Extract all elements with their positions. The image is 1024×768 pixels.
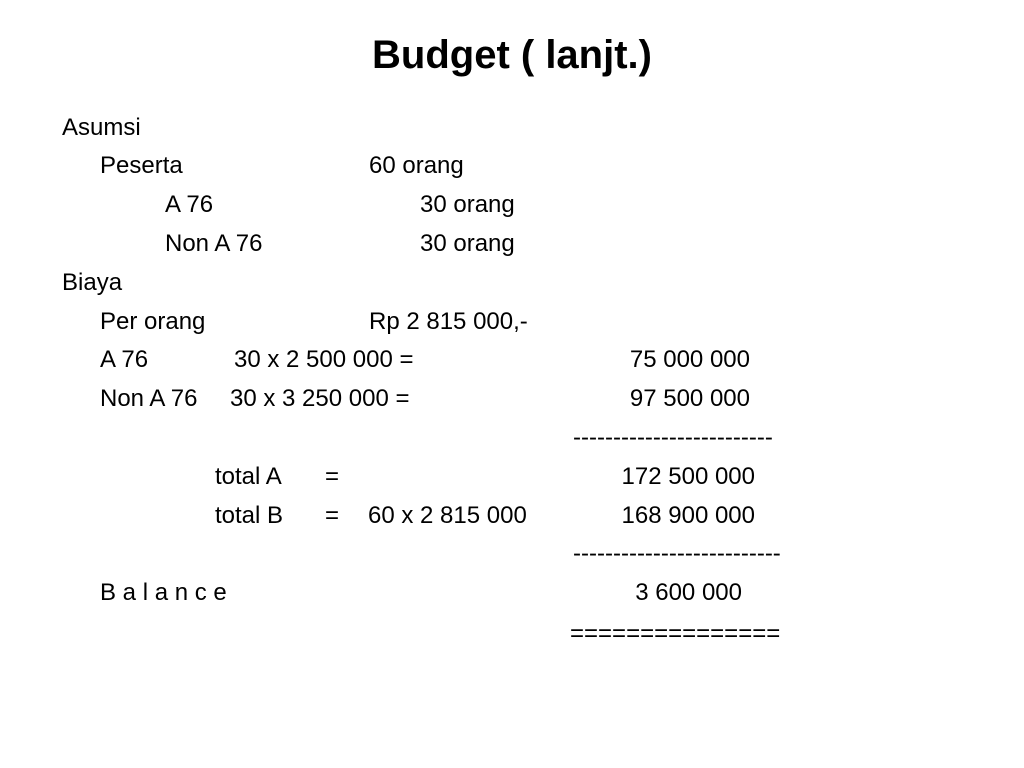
asumsi-heading: Asumsi (62, 114, 141, 141)
a76-biaya-label: A 76 (100, 346, 149, 373)
peserta-value: 60 orang (369, 152, 464, 179)
non-a76-biaya-formula: 30 x 3 250 000 = (230, 385, 410, 412)
biaya-heading: Biaya (62, 269, 123, 296)
non-a76-peserta-value: 30 orang (420, 230, 515, 257)
balance-amount: 3 600 000 (635, 579, 742, 606)
separator-line-2: -------------------------- (573, 540, 781, 567)
a76-biaya-amount: 75 000 000 (629, 346, 750, 373)
a76-peserta-value: 30 orang (420, 191, 515, 218)
per-orang-label: Per orang (100, 308, 206, 335)
non-a76-biaya-label: Non A 76 (100, 385, 198, 412)
total-b-equals: = (325, 502, 340, 529)
total-b-formula: 60 x 2 815 000 (368, 502, 527, 529)
non-a76-peserta-label: Non A 76 (165, 230, 263, 257)
total-a-label: total A (215, 463, 282, 490)
total-a-equals: = (325, 463, 340, 490)
a76-biaya-formula: 30 x 2 500 000 = (234, 346, 414, 373)
total-a-amount: 172 500 000 (621, 463, 755, 490)
balance-label: B a l a n c e (100, 579, 227, 606)
total-b-amount: 168 900 000 (621, 502, 755, 529)
a76-peserta-label: A 76 (165, 191, 214, 218)
slide-title: Budget ( lanjt.) (372, 33, 652, 77)
separator-line-1: ------------------------- (573, 424, 773, 451)
double-line: =============== (570, 620, 781, 647)
total-b-label: total B (215, 502, 284, 529)
non-a76-biaya-amount: 97 500 000 (629, 385, 750, 412)
per-orang-value: Rp 2 815 000,- (369, 308, 528, 335)
peserta-label: Peserta (100, 152, 183, 179)
